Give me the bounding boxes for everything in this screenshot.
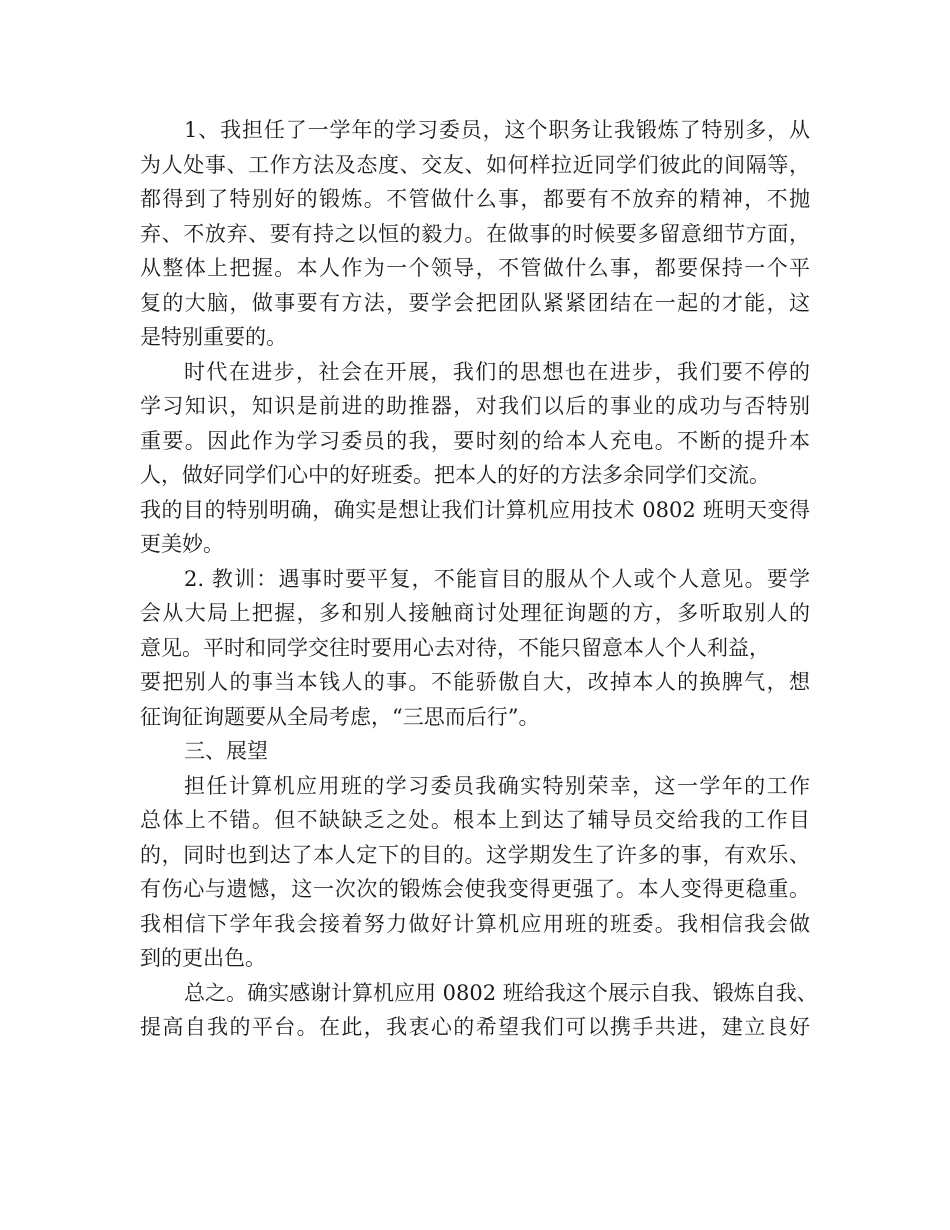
text-line: 总体上不错。但不缺缺乏之处。根本上到达了辅导员交给我的工作目 <box>140 808 810 832</box>
paragraph-5 <box>140 976 818 1045</box>
text-line: 更美妙。 <box>140 532 224 556</box>
text-line: 征询征询题要从全局考虑，“三思而后行”。 <box>140 704 540 729</box>
text-line: 是特别重要的。 <box>140 325 287 349</box>
text-line: 2. 教训：遇事时要平复，不能盲目的服从个人或个人意见。要学 <box>184 566 810 591</box>
paragraph-2 <box>140 355 810 562</box>
section-title: 三、展望 <box>184 739 268 763</box>
text-line: 意见。平时和同学交往时要用心去对待，不能只留意本人个人利益， <box>140 635 770 660</box>
text-line: 我相信下学年我会接着努力做好计算机应用班的班委。我相信我会做 <box>140 911 810 936</box>
text-line: 学习知识，知识是前进的助推器，对我们以后的事业的成功与否特别 <box>140 394 810 418</box>
paragraph-1 <box>140 113 810 355</box>
text-line: 有伤心与遗憾，这一次次的锻炼会使我变得更强了。本人变得更稳重。 <box>140 877 810 901</box>
text-line: 重要。因此作为学习委员的我，要时刻的给本人充电。不断的提升本 <box>140 428 810 453</box>
text-line: 会从大局上把握，多和别人接触商讨处理征询题的方，多听取别人的 <box>140 601 810 625</box>
text-line: 人，做好同学们心中的好班委。把本人的好的方法多余同学们交流。 <box>140 463 770 487</box>
text-line: 提高自我的平台。在此，我衷心的希望我们可以携手共进，建立良好 <box>140 1015 810 1039</box>
text-line: 复的大脑，做事要有方法，要学会把团队紧紧团结在一起的才能，这 <box>140 290 810 315</box>
text-line: 的，同时也到达了本人定下的目的。这学期发生了许多的事，有欢乐、 <box>140 842 810 867</box>
text-line: 弃、不放弃、要有持之以恒的毅力。在做事的时候要多留意细节方面， <box>140 221 810 246</box>
paragraph-4 <box>140 769 810 976</box>
text-line: 总之。确实感谢计算机应用 0802 班给我这个展示自我、锻炼自我、 <box>184 980 818 1005</box>
paragraph-3 <box>140 562 810 735</box>
section-heading <box>140 734 810 769</box>
document-body <box>140 113 818 1045</box>
text-line: 到的更出色。 <box>140 946 266 970</box>
text-line: 时代在进步，社会在开展，我们的思想也在进步，我们要不停的 <box>184 359 810 384</box>
text-line: 要把别人的事当本钱人的事。不能骄傲自大，改掉本人的换脾气，想 <box>140 670 810 694</box>
text-line: 担任计算机应用班的学习委员我确实特别荣幸，这一学年的工作 <box>184 773 810 798</box>
text-line: 都得到了特别好的锻炼。不管做什么事，都要有不放弃的精神，不抛 <box>140 187 810 211</box>
text-line: 为人处事、工作方法及态度、交友、如何样拉近同学们彼此的间隔等， <box>140 152 810 177</box>
text-line: 1、我担任了一学年的学习委员，这个职务让我锻炼了特别多，从 <box>184 118 810 142</box>
text-line: 我的目的特别明确，确实是想让我们计算机应用技术 0802 班明天变得 <box>140 497 810 522</box>
text-line: 从整体上把握。本人作为一个领导，不管做什么事，都要保持一个平 <box>140 256 810 280</box>
